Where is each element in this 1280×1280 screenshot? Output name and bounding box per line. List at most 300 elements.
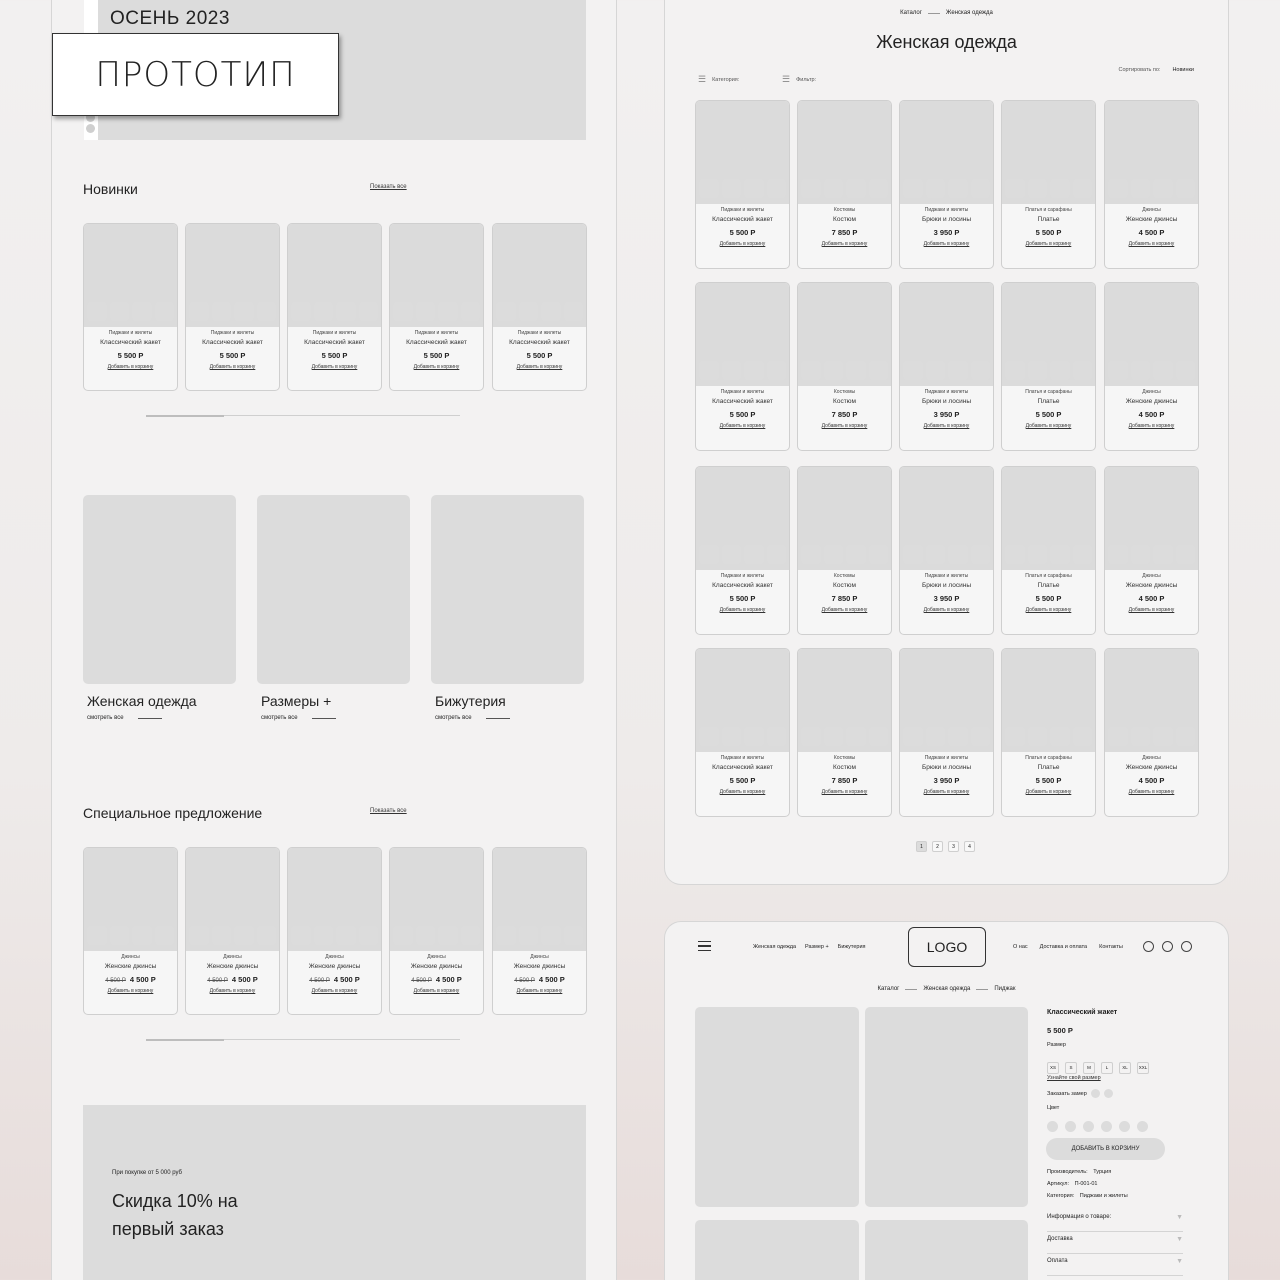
swatch[interactable] xyxy=(189,926,209,945)
swatch[interactable] xyxy=(767,179,787,198)
swatch[interactable] xyxy=(926,179,946,198)
swatch[interactable] xyxy=(767,361,787,380)
swatch[interactable] xyxy=(461,302,481,321)
product-price: 3 950 Р xyxy=(933,776,960,785)
add-to-cart-link[interactable]: Добавить в корзину xyxy=(719,423,766,429)
swatch[interactable] xyxy=(87,302,107,321)
swatch[interactable] xyxy=(1005,179,1025,198)
accordion-item-payment[interactable] xyxy=(1047,1258,1183,1276)
product-name: Женские джинсы xyxy=(1125,216,1178,223)
swatch[interactable] xyxy=(824,179,844,198)
accordion-item-info[interactable] xyxy=(1047,1214,1183,1232)
swatch[interactable] xyxy=(971,361,991,380)
product-category: Пиджаки и жилеты xyxy=(720,389,765,395)
swatch[interactable] xyxy=(393,302,413,321)
color-swatches xyxy=(801,727,888,746)
color-swatch[interactable] xyxy=(1137,1121,1148,1132)
measure-option[interactable] xyxy=(1091,1089,1100,1098)
swatch[interactable] xyxy=(1005,361,1025,380)
swatch[interactable] xyxy=(846,727,866,746)
color-swatches xyxy=(903,361,990,380)
swatch[interactable] xyxy=(801,361,821,380)
category-link-jewelry[interactable]: смотреть все xyxy=(435,715,472,721)
product-card[interactable] xyxy=(83,847,178,1015)
product-card[interactable] xyxy=(1001,466,1096,635)
swatch[interactable] xyxy=(722,727,742,746)
product-card[interactable] xyxy=(797,100,892,269)
product-price: 5 500 Р xyxy=(321,351,348,360)
swatch[interactable] xyxy=(767,545,787,564)
swatch[interactable] xyxy=(519,302,539,321)
hero-dot[interactable] xyxy=(86,124,95,133)
swatch[interactable] xyxy=(1176,361,1196,380)
breadcrumb-catalog[interactable]: Каталог xyxy=(877,986,900,992)
product-card[interactable] xyxy=(1104,648,1199,817)
swatch[interactable] xyxy=(314,926,334,945)
swatch[interactable] xyxy=(212,302,232,321)
swatch[interactable] xyxy=(1108,545,1128,564)
color-swatches xyxy=(903,179,990,198)
search-icon[interactable] xyxy=(1143,941,1154,952)
color-swatch[interactable] xyxy=(1101,1121,1112,1132)
swatch[interactable] xyxy=(1153,727,1173,746)
swatch[interactable] xyxy=(541,302,561,321)
product-price-wrap xyxy=(186,975,279,984)
swatch[interactable] xyxy=(291,926,311,945)
swatch[interactable] xyxy=(744,545,764,564)
swatch[interactable] xyxy=(1050,361,1070,380)
new-scrollbar[interactable] xyxy=(146,415,460,416)
page-button[interactable]: 4 xyxy=(964,841,975,852)
product-card[interactable] xyxy=(695,466,790,635)
add-to-cart-link[interactable]: Добавить в корзину xyxy=(516,364,563,370)
size-option[interactable]: XL xyxy=(1119,1062,1131,1074)
swatch[interactable] xyxy=(87,926,107,945)
product-card[interactable] xyxy=(695,282,790,451)
category-row xyxy=(1047,1193,1128,1199)
swatch[interactable] xyxy=(846,179,866,198)
account-icon[interactable] xyxy=(1162,941,1173,952)
product-card[interactable] xyxy=(797,466,892,635)
product-image[interactable] xyxy=(865,1007,1028,1207)
swatch[interactable] xyxy=(744,179,764,198)
swatch[interactable] xyxy=(1131,727,1151,746)
swatch[interactable] xyxy=(1108,727,1128,746)
swatch[interactable] xyxy=(257,302,277,321)
product-category: Платья и сарафаны xyxy=(1025,755,1072,761)
add-to-cart-link[interactable]: Добавить в корзину xyxy=(1128,789,1175,795)
show-all-special-link[interactable]: Показать все xyxy=(370,808,407,814)
size-option[interactable]: M xyxy=(1083,1062,1095,1074)
swatch[interactable] xyxy=(722,361,742,380)
swatch[interactable] xyxy=(438,302,458,321)
swatch[interactable] xyxy=(1073,361,1093,380)
swatch[interactable] xyxy=(699,545,719,564)
product-name: Брюки и лосины xyxy=(921,216,972,223)
size-option[interactable]: L xyxy=(1101,1062,1113,1074)
swatch[interactable] xyxy=(393,926,413,945)
product-category: Пиджаки и жилеты xyxy=(517,330,562,336)
swatch[interactable] xyxy=(189,302,209,321)
product-card[interactable] xyxy=(1001,648,1096,817)
size-option[interactable]: S xyxy=(1065,1062,1077,1074)
product-category: Джинсы xyxy=(530,954,549,960)
arrow-icon xyxy=(486,718,510,719)
category-value: Пиджаки и жилеты xyxy=(1079,1193,1128,1199)
breadcrumb-catalog[interactable]: Каталог xyxy=(900,10,922,16)
product-price: 7 850 Р xyxy=(831,410,858,419)
product-card[interactable] xyxy=(287,847,382,1015)
show-all-new-link[interactable]: Показать все xyxy=(370,184,407,190)
size-option[interactable]: XXL xyxy=(1137,1062,1149,1074)
size-guide-link[interactable]: Узнайте свой размер xyxy=(1047,1075,1101,1081)
accordion-item-delivery[interactable] xyxy=(1047,1236,1183,1254)
swatch[interactable] xyxy=(699,727,719,746)
swatch[interactable] xyxy=(824,361,844,380)
category-title-jewelry[interactable]: Бижутерия xyxy=(435,693,506,709)
filter-dropdown[interactable] xyxy=(782,74,816,85)
swatch[interactable] xyxy=(1073,545,1093,564)
add-to-cart-link[interactable]: Добавить в корзину xyxy=(923,423,970,429)
add-to-cart-link[interactable]: Добавить в корзину xyxy=(821,607,868,613)
header-nav-left xyxy=(753,944,866,950)
add-to-cart-link[interactable]: Добавить в корзину xyxy=(209,364,256,370)
swatch[interactable] xyxy=(722,545,742,564)
product-price: 4 500 Р xyxy=(231,975,258,984)
swatch[interactable] xyxy=(869,179,889,198)
swatch[interactable] xyxy=(926,727,946,746)
product-card[interactable] xyxy=(389,223,484,391)
product-card[interactable] xyxy=(1001,282,1096,451)
arrow-icon xyxy=(312,718,336,719)
swatch[interactable] xyxy=(257,926,277,945)
product-card[interactable] xyxy=(83,223,178,391)
color-swatches xyxy=(393,302,480,321)
color-swatch[interactable] xyxy=(1119,1121,1130,1132)
color-swatches xyxy=(496,302,583,321)
add-to-cart-link[interactable]: Добавить в корзину xyxy=(923,241,970,247)
product-price-wrap xyxy=(186,351,279,360)
add-to-cart-button[interactable] xyxy=(1046,1138,1165,1160)
swatch[interactable] xyxy=(461,926,481,945)
old-price: 4 500 Р xyxy=(309,978,330,984)
swatch[interactable] xyxy=(869,361,889,380)
nav-link-jewelry[interactable]: Бижутерия xyxy=(837,944,866,950)
add-to-cart-link[interactable]: Добавить в корзину xyxy=(821,241,868,247)
swatch[interactable] xyxy=(971,545,991,564)
swatch[interactable] xyxy=(824,545,844,564)
swatch[interactable] xyxy=(948,361,968,380)
color-swatch[interactable] xyxy=(1065,1121,1076,1132)
swatch[interactable] xyxy=(801,727,821,746)
swatch[interactable] xyxy=(132,926,152,945)
swatch[interactable] xyxy=(359,926,379,945)
menu-icon[interactable] xyxy=(698,941,711,951)
product-price-wrap xyxy=(390,351,483,360)
product-card[interactable] xyxy=(1104,282,1199,451)
swatch[interactable] xyxy=(1153,179,1173,198)
swatch[interactable] xyxy=(564,302,584,321)
product-image[interactable] xyxy=(695,1220,859,1280)
order-measure-label: Заказать замер xyxy=(1047,1090,1087,1097)
add-to-cart-link[interactable]: Добавить в корзину xyxy=(719,789,766,795)
swatch[interactable] xyxy=(1131,545,1151,564)
swatch[interactable] xyxy=(767,727,787,746)
add-to-cart-link[interactable]: Добавить в корзину xyxy=(1128,607,1175,613)
add-to-cart-link[interactable]: Добавить в корзину xyxy=(1128,423,1175,429)
swatch[interactable] xyxy=(336,926,356,945)
size-option[interactable]: XS xyxy=(1047,1062,1059,1074)
add-to-cart-link[interactable]: Добавить в корзину xyxy=(719,607,766,613)
page-title: Женская одежда xyxy=(876,32,1017,52)
product-name: Платье xyxy=(1037,582,1060,589)
swatch[interactable] xyxy=(1073,179,1093,198)
swatch[interactable] xyxy=(110,926,130,945)
color-label: Цвет xyxy=(1047,1105,1060,1111)
swatch[interactable] xyxy=(971,727,991,746)
page-button[interactable]: 2 xyxy=(932,841,943,852)
category-title-women[interactable]: Женская одежда xyxy=(87,693,197,709)
product-card[interactable] xyxy=(899,466,994,635)
swatch[interactable] xyxy=(1050,179,1070,198)
product-category: Пиджаки и жилеты xyxy=(414,330,459,336)
swatch[interactable] xyxy=(234,926,254,945)
breadcrumb-current[interactable]: Пиджак xyxy=(994,986,1016,992)
swatch[interactable] xyxy=(948,727,968,746)
swatch[interactable] xyxy=(744,361,764,380)
product-price: 4 500 Р xyxy=(1138,228,1165,237)
add-to-cart-link[interactable]: Добавить в корзину xyxy=(209,988,256,994)
product-price: 7 850 Р xyxy=(831,776,858,785)
swatch[interactable] xyxy=(1108,179,1128,198)
swatch[interactable] xyxy=(1028,179,1048,198)
swatch[interactable] xyxy=(948,545,968,564)
promo-title-line2: первый заказ xyxy=(112,1219,224,1239)
add-to-cart-link[interactable]: Добавить в корзину xyxy=(311,988,358,994)
product-page-panel xyxy=(665,922,1228,1280)
swatch[interactable] xyxy=(416,302,436,321)
breadcrumb-current[interactable]: Женская одежда xyxy=(945,10,993,16)
swatch[interactable] xyxy=(359,302,379,321)
swatch[interactable] xyxy=(496,302,516,321)
nav-link-delivery[interactable]: Доставка и оплата xyxy=(1039,944,1088,950)
swatch[interactable] xyxy=(291,302,311,321)
product-price: 4 500 Р xyxy=(1138,410,1165,419)
product-category: Пиджаки и жилеты xyxy=(720,755,765,761)
add-to-cart-link[interactable]: Добавить в корзину xyxy=(923,789,970,795)
breadcrumb xyxy=(665,986,1228,992)
product-price-wrap xyxy=(798,228,891,237)
swatch[interactable] xyxy=(971,179,991,198)
swatch[interactable] xyxy=(869,545,889,564)
product-category: Пиджаки и жилеты xyxy=(720,573,765,579)
swatch[interactable] xyxy=(1028,727,1048,746)
product-card[interactable] xyxy=(797,648,892,817)
product-name: Костюм xyxy=(833,764,856,771)
nav-link-plus[interactable]: Размер + xyxy=(805,944,829,950)
product-price-wrap xyxy=(493,975,586,984)
product-card[interactable] xyxy=(797,282,892,451)
product-price-wrap xyxy=(900,594,993,603)
swatch[interactable] xyxy=(903,179,923,198)
add-to-cart-link[interactable]: Добавить в корзину xyxy=(1025,241,1072,247)
swatch[interactable] xyxy=(541,926,561,945)
swatch[interactable] xyxy=(903,727,923,746)
add-to-cart-link[interactable]: Добавить в корзину xyxy=(821,423,868,429)
product-card[interactable] xyxy=(1104,466,1199,635)
add-to-cart-link[interactable]: Добавить в корзину xyxy=(413,988,460,994)
swatch[interactable] xyxy=(699,179,719,198)
product-card[interactable] xyxy=(899,282,994,451)
nav-link-about[interactable]: О нас xyxy=(1013,944,1028,950)
swatch[interactable] xyxy=(1176,179,1196,198)
swatch[interactable] xyxy=(1153,545,1173,564)
product-card[interactable] xyxy=(185,223,280,391)
product-category: Пиджаки и жилеты xyxy=(108,330,153,336)
product-image[interactable] xyxy=(865,1220,1028,1280)
swatch[interactable] xyxy=(132,302,152,321)
category-link-women[interactable]: смотреть все xyxy=(87,715,124,721)
nav-link-contacts[interactable]: Контакты xyxy=(1099,944,1123,950)
product-card[interactable] xyxy=(1104,100,1199,269)
swatch[interactable] xyxy=(1131,361,1151,380)
product-name: Классический жакет xyxy=(304,339,365,346)
category-image-women[interactable] xyxy=(83,495,236,684)
page-button[interactable]: 1 xyxy=(916,841,927,852)
swatch[interactable] xyxy=(416,926,436,945)
category-image-jewelry[interactable] xyxy=(431,495,584,684)
swatch[interactable] xyxy=(314,302,334,321)
add-to-cart-link[interactable]: Добавить в корзину xyxy=(1025,607,1072,613)
product-name: Брюки и лосины xyxy=(921,398,972,405)
swatch[interactable] xyxy=(1073,727,1093,746)
add-to-cart-link[interactable]: Добавить в корзину xyxy=(821,789,868,795)
swatch[interactable] xyxy=(1028,545,1048,564)
swatch[interactable] xyxy=(699,361,719,380)
breadcrumb-category[interactable]: Женская одежда xyxy=(923,986,971,992)
product-image[interactable] xyxy=(695,1007,859,1207)
swatch[interactable] xyxy=(926,361,946,380)
product-price-wrap xyxy=(1105,410,1198,419)
swatch[interactable] xyxy=(496,926,516,945)
add-to-cart-link[interactable]: Добавить в корзину xyxy=(1025,789,1072,795)
category-image-plus[interactable] xyxy=(257,495,410,684)
sliders-icon: ☰ xyxy=(782,74,791,84)
swatch[interactable] xyxy=(846,361,866,380)
product-card[interactable] xyxy=(492,847,587,1015)
add-to-cart-link[interactable]: Добавить в корзину xyxy=(923,607,970,613)
color-swatches xyxy=(801,179,888,198)
color-swatches xyxy=(903,545,990,564)
product-card[interactable] xyxy=(695,648,790,817)
swatch[interactable] xyxy=(155,926,175,945)
swatch[interactable] xyxy=(824,727,844,746)
color-swatch[interactable] xyxy=(1083,1121,1094,1132)
add-to-cart-link[interactable]: Добавить в корзину xyxy=(107,988,154,994)
nav-link-women[interactable]: Женская одежда xyxy=(753,944,797,950)
swatch[interactable] xyxy=(744,727,764,746)
size-selector xyxy=(1047,1056,1155,1074)
swatch[interactable] xyxy=(846,545,866,564)
swatch[interactable] xyxy=(212,926,232,945)
swatch[interactable] xyxy=(1028,361,1048,380)
product-category: Пиджаки и жилеты xyxy=(720,207,765,213)
product-name: Женские джинсы xyxy=(104,963,157,970)
product-card[interactable] xyxy=(899,648,994,817)
swatch[interactable] xyxy=(1176,727,1196,746)
product-card[interactable] xyxy=(389,847,484,1015)
swatch[interactable] xyxy=(801,179,821,198)
add-to-cart-link[interactable]: Добавить в корзину xyxy=(107,364,154,370)
swatch[interactable] xyxy=(1131,179,1151,198)
swatch[interactable] xyxy=(722,179,742,198)
logo[interactable] xyxy=(908,927,986,967)
measure-option[interactable] xyxy=(1104,1089,1113,1098)
add-to-cart-link[interactable]: Добавить в корзину xyxy=(1128,241,1175,247)
product-price: 5 500 Р xyxy=(1035,594,1062,603)
product-card[interactable] xyxy=(1001,100,1096,269)
sort-value[interactable]: Новинки xyxy=(1172,67,1194,73)
product-price-wrap xyxy=(1105,594,1198,603)
add-to-cart-link[interactable]: Добавить в корзину xyxy=(719,241,766,247)
add-to-cart-link[interactable]: Добавить в корзину xyxy=(1025,423,1072,429)
color-swatch[interactable] xyxy=(1047,1121,1058,1132)
product-category: Джинсы xyxy=(121,954,140,960)
swatch[interactable] xyxy=(519,926,539,945)
swatch[interactable] xyxy=(926,545,946,564)
swatch[interactable] xyxy=(234,302,254,321)
special-scrollbar[interactable] xyxy=(146,1039,460,1040)
swatch[interactable] xyxy=(1153,361,1173,380)
category-link-plus[interactable]: смотреть все xyxy=(261,715,298,721)
swatch[interactable] xyxy=(110,302,130,321)
swatch[interactable] xyxy=(1050,727,1070,746)
pagination xyxy=(916,841,975,852)
swatch[interactable] xyxy=(564,926,584,945)
product-name: Женские джинсы xyxy=(1125,764,1178,771)
product-price-wrap xyxy=(493,351,586,360)
swatch[interactable] xyxy=(1005,545,1025,564)
product-card[interactable] xyxy=(695,100,790,269)
product-price-wrap xyxy=(1002,776,1095,785)
sort-control[interactable] xyxy=(1118,67,1194,73)
cart-icon[interactable] xyxy=(1181,941,1192,952)
add-to-cart-link[interactable]: Добавить в корзину xyxy=(516,988,563,994)
swatch[interactable] xyxy=(903,361,923,380)
swatch[interactable] xyxy=(903,545,923,564)
swatch[interactable] xyxy=(1005,727,1025,746)
product-card[interactable] xyxy=(899,100,994,269)
swatch[interactable] xyxy=(948,179,968,198)
swatch[interactable] xyxy=(438,926,458,945)
swatch[interactable] xyxy=(1108,361,1128,380)
swatch[interactable] xyxy=(1176,545,1196,564)
swatch[interactable] xyxy=(801,545,821,564)
product-card[interactable] xyxy=(287,223,382,391)
product-card[interactable] xyxy=(185,847,280,1015)
product-card[interactable] xyxy=(492,223,587,391)
swatch[interactable] xyxy=(869,727,889,746)
category-title-plus[interactable]: Размеры + xyxy=(261,693,332,709)
swatch[interactable] xyxy=(1050,545,1070,564)
add-to-cart-link[interactable]: Добавить в корзину xyxy=(413,364,460,370)
swatch[interactable] xyxy=(336,302,356,321)
category-filter[interactable] xyxy=(698,74,739,85)
swatch[interactable] xyxy=(155,302,175,321)
page-button[interactable]: 3 xyxy=(948,841,959,852)
add-to-cart-link[interactable]: Добавить в корзину xyxy=(311,364,358,370)
product-price-wrap xyxy=(900,776,993,785)
